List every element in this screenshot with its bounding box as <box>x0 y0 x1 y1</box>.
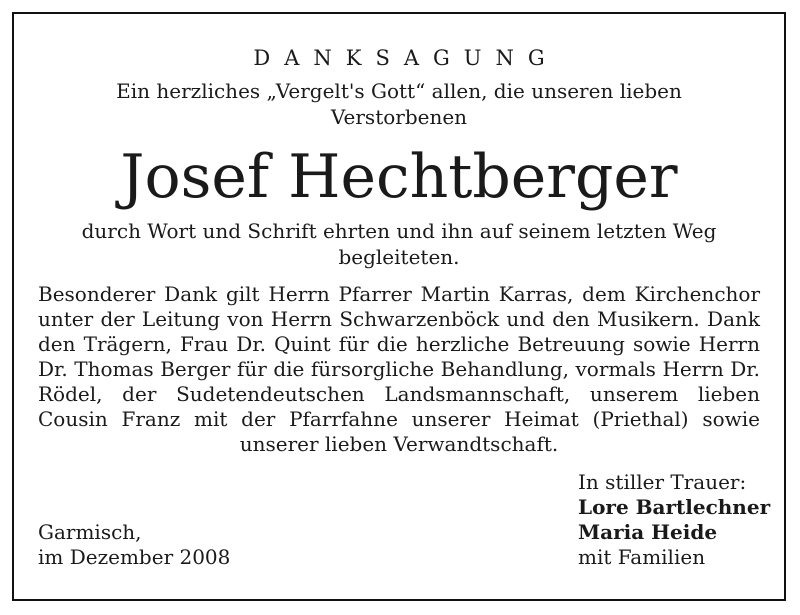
place-and-date <box>38 520 230 570</box>
thanks-line-2: begleiteten. <box>338 245 460 269</box>
deceased-name: Josef Hechtberger <box>120 142 678 212</box>
mourners-signature <box>578 470 770 570</box>
notice-heading: DANKSAGUNG <box>253 46 559 70</box>
intro-text <box>54 78 744 130</box>
mourner-name: Lore Bartlechner <box>578 495 771 519</box>
date: im Dezember 2008 <box>38 545 231 569</box>
mourner-name: Maria Heide <box>578 520 718 544</box>
families-label: mit Familien <box>578 545 706 569</box>
intro-line-2: Verstorbenen <box>330 105 468 129</box>
place: Garmisch, <box>38 520 142 544</box>
acknowledgement-paragraph: Besonderer Dank gilt Herrn Pfarrer Martin Karras, dem Kirchenchor unter der Leitung von Herrn Schwarzenböck und den Musikern. Dank den Trägern, Frau Dr. Quint für die herzliche Betreuung sowie Herrn Dr. Thomas Berger für die fürsorgliche Behandlung, vormals Herrn Dr. Rödel, der Sudetendeutschen Landsmannschaft, unserem lieben Cousin Franz mit der Pfarrfahne unserer Heimat (Priethal) sowie unserer lieben Verwandtschaft. <box>38 282 760 456</box>
thanks-line-1: durch Wort und Schrift ehrten und ihn auf seinem letzten Weg <box>81 219 717 243</box>
obituary-thanks-notice <box>12 12 786 601</box>
thanks-text <box>54 218 744 270</box>
mourning-label: In stiller Trauer: <box>578 470 747 494</box>
intro-line-1: Ein herzliches „Vergelt's Gott“ allen, die unseren lieben <box>116 79 682 103</box>
